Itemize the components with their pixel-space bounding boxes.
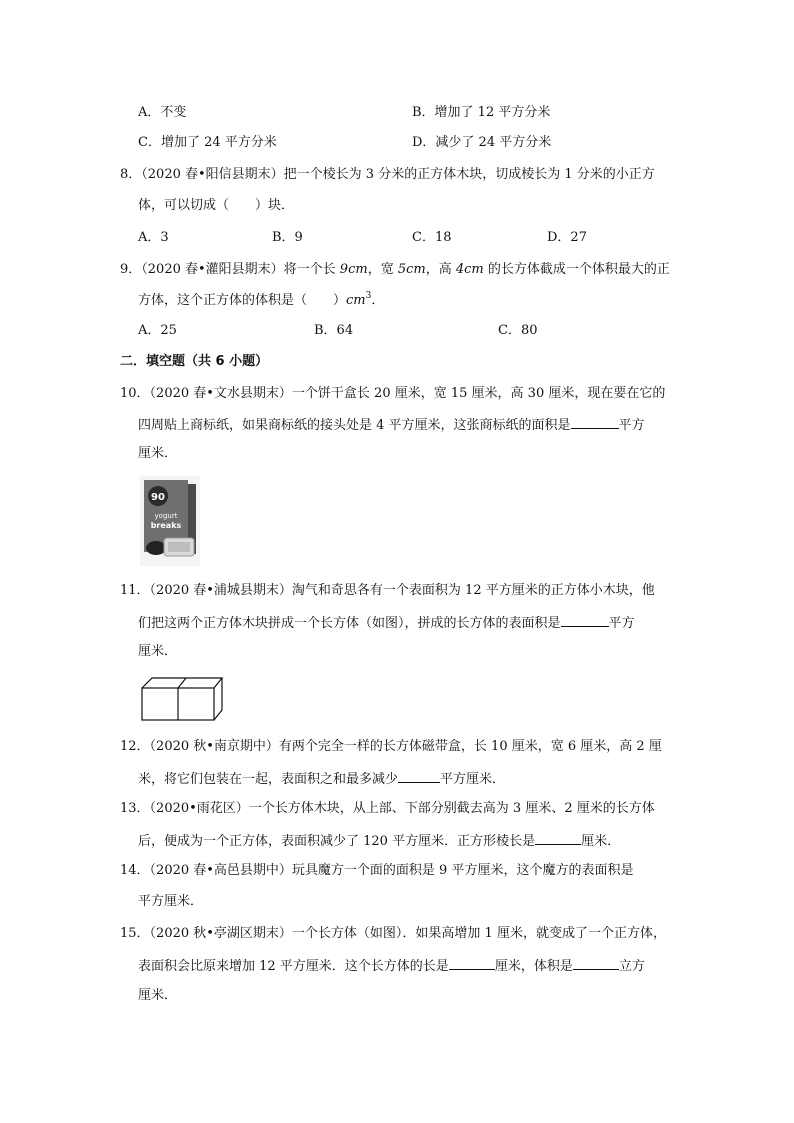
cuboid-side-edge bbox=[214, 678, 222, 720]
q15-volume-blank[interactable] bbox=[573, 956, 619, 970]
q9-text-line1 bbox=[120, 261, 670, 279]
q9-length-value: 9 bbox=[339, 262, 349, 277]
box-label-yogurt: yogurt bbox=[154, 512, 178, 520]
q11-text-a: 们把这两个正方体木块拼成一个长方体（如图），拼成的长方体的表面积是 bbox=[138, 616, 561, 631]
q13-text-line1: 13．（2020•雨花区）一个长方体木块，从上部、下部分别截去高为 3 厘米、2 厘米的长方体 bbox=[120, 801, 655, 816]
q12-text-line1: 12．（2020 秋•南京期中）有两个完全一样的长方体磁带盒，长 10 厘米，宽 6 厘米，高 2 厘 bbox=[120, 739, 662, 754]
q8-text-line1: 8．（2020 春•阳信县期末）把一个棱长为 3 分米的正方体木块，切成棱长为 1 分米的小正方 bbox=[120, 167, 655, 182]
box-logo-text: 90 bbox=[151, 492, 165, 503]
q9-text-line2 bbox=[138, 292, 384, 310]
q9-text-c: ，高 bbox=[425, 262, 456, 277]
q9-length bbox=[340, 262, 368, 277]
q9-width-value: 5 bbox=[397, 262, 407, 277]
q10-text-a: 四周贴上商标纸，如果商标纸的接头处是 4 平方厘米，这张商标纸的面积是 bbox=[138, 418, 571, 433]
q9-text-d: 的长方体截成一个体积最大的正 bbox=[483, 262, 670, 277]
q9-unit-exponent: 3 bbox=[365, 291, 372, 301]
q11-text-b: 平方 bbox=[608, 616, 635, 631]
q13-text-b: 厘米． bbox=[581, 834, 621, 849]
cuboid-top-divider bbox=[178, 678, 186, 688]
q7-option-a: A．不变 bbox=[138, 105, 187, 120]
box-berries bbox=[146, 541, 166, 555]
q15-text-a: 表面积会比原来增加 12 平方厘米．这个长方体的长是 bbox=[138, 959, 449, 974]
box-biscuit-filling bbox=[168, 542, 190, 552]
q10-text-line2 bbox=[138, 415, 645, 435]
q9-text-b: ，宽 bbox=[367, 262, 398, 277]
q10-text-line3: 厘米． bbox=[138, 446, 178, 461]
q9-text-a: 9．（2020 春•灌阳县期末）将一个长 bbox=[120, 262, 340, 277]
q8-text-line2: 体，可以切成（ ）块． bbox=[138, 198, 295, 213]
q12-text-a: 米，将它们包装在一起，表面积之和最多减少 bbox=[138, 772, 399, 787]
q13-text-a: 后，便成为一个正方体，表面积减少了 120 平方厘米．正方形棱长是 bbox=[138, 834, 536, 849]
q9-option-b: B．64 bbox=[314, 323, 354, 338]
q10-cookie-box-image bbox=[140, 476, 200, 566]
q10-text-line1: 10．（2020 春•文水县期末）一个饼干盒长 20 厘米，宽 15 厘米，高 30 厘米，现在要在它的 bbox=[120, 386, 666, 401]
q15-text-line2 bbox=[138, 956, 645, 976]
q9-width bbox=[398, 262, 426, 277]
q15-length-blank[interactable] bbox=[449, 956, 495, 970]
q12-text-line2 bbox=[138, 769, 505, 789]
q9-height-value: 4 bbox=[455, 262, 465, 277]
q9-length-unit: cm bbox=[348, 262, 368, 277]
section-heading-fill-in: 二．填空题（共 6 小题） bbox=[120, 354, 269, 369]
q9-text-e: 方体，这个正方体的体积是（ ） bbox=[138, 293, 347, 308]
q11-text-line2 bbox=[138, 613, 635, 633]
q7-option-c: C．增加了 24 平方分米 bbox=[138, 135, 277, 150]
q9-height-unit: cm bbox=[464, 262, 484, 277]
q11-text-line3: 厘米． bbox=[138, 644, 178, 659]
q15-text-b: 厘米，体积是 bbox=[494, 959, 573, 974]
q13-answer-blank[interactable] bbox=[535, 831, 581, 845]
q9-option-a: A．25 bbox=[138, 323, 177, 338]
q10-text-b: 平方 bbox=[618, 418, 645, 433]
q8-option-b: B．9 bbox=[272, 230, 303, 245]
q12-text-b: 平方厘米． bbox=[440, 772, 506, 787]
q9-width-unit: cm bbox=[406, 262, 426, 277]
q15-text-line3: 厘米． bbox=[138, 988, 178, 1003]
q10-answer-blank[interactable] bbox=[571, 415, 619, 429]
q9-text-f: ． bbox=[371, 293, 385, 308]
q7-option-b: B．增加了 12 平方分米 bbox=[412, 105, 551, 120]
q11-cuboid-figure bbox=[140, 676, 224, 722]
q14-text-line1: 14．（2020 春•高邑县期中）玩具魔方一个面的面积是 9 平方厘米，这个魔方的表面积是 bbox=[120, 863, 634, 878]
q14-text-line2: 平方厘米． bbox=[138, 894, 204, 909]
q15-text-c: 立方 bbox=[618, 959, 645, 974]
q11-answer-blank[interactable] bbox=[561, 613, 609, 627]
q8-option-a: A．3 bbox=[138, 230, 169, 245]
q11-text-line1: 11．（2020 春•浦城县期末）淘气和奇思各有一个表面积为 12 平方厘米的正方体小木块，他 bbox=[120, 583, 655, 598]
q9-height bbox=[456, 262, 484, 277]
q7-option-d: D．减少了 24 平方分米 bbox=[412, 135, 552, 150]
q13-text-line2 bbox=[138, 831, 620, 851]
q12-answer-blank[interactable] bbox=[398, 769, 440, 783]
q8-option-c: C．18 bbox=[412, 230, 452, 245]
q9-option-c: C．80 bbox=[498, 323, 538, 338]
q9-unit: cm bbox=[346, 293, 366, 308]
q8-option-d: D．27 bbox=[547, 230, 587, 245]
q15-text-line1: 15．（2020 秋•亭湖区期末）一个长方体（如图）．如果高增加 1 厘米，就变成了一个正方体， bbox=[120, 926, 666, 941]
box-label-breaks: breaks bbox=[150, 521, 182, 530]
